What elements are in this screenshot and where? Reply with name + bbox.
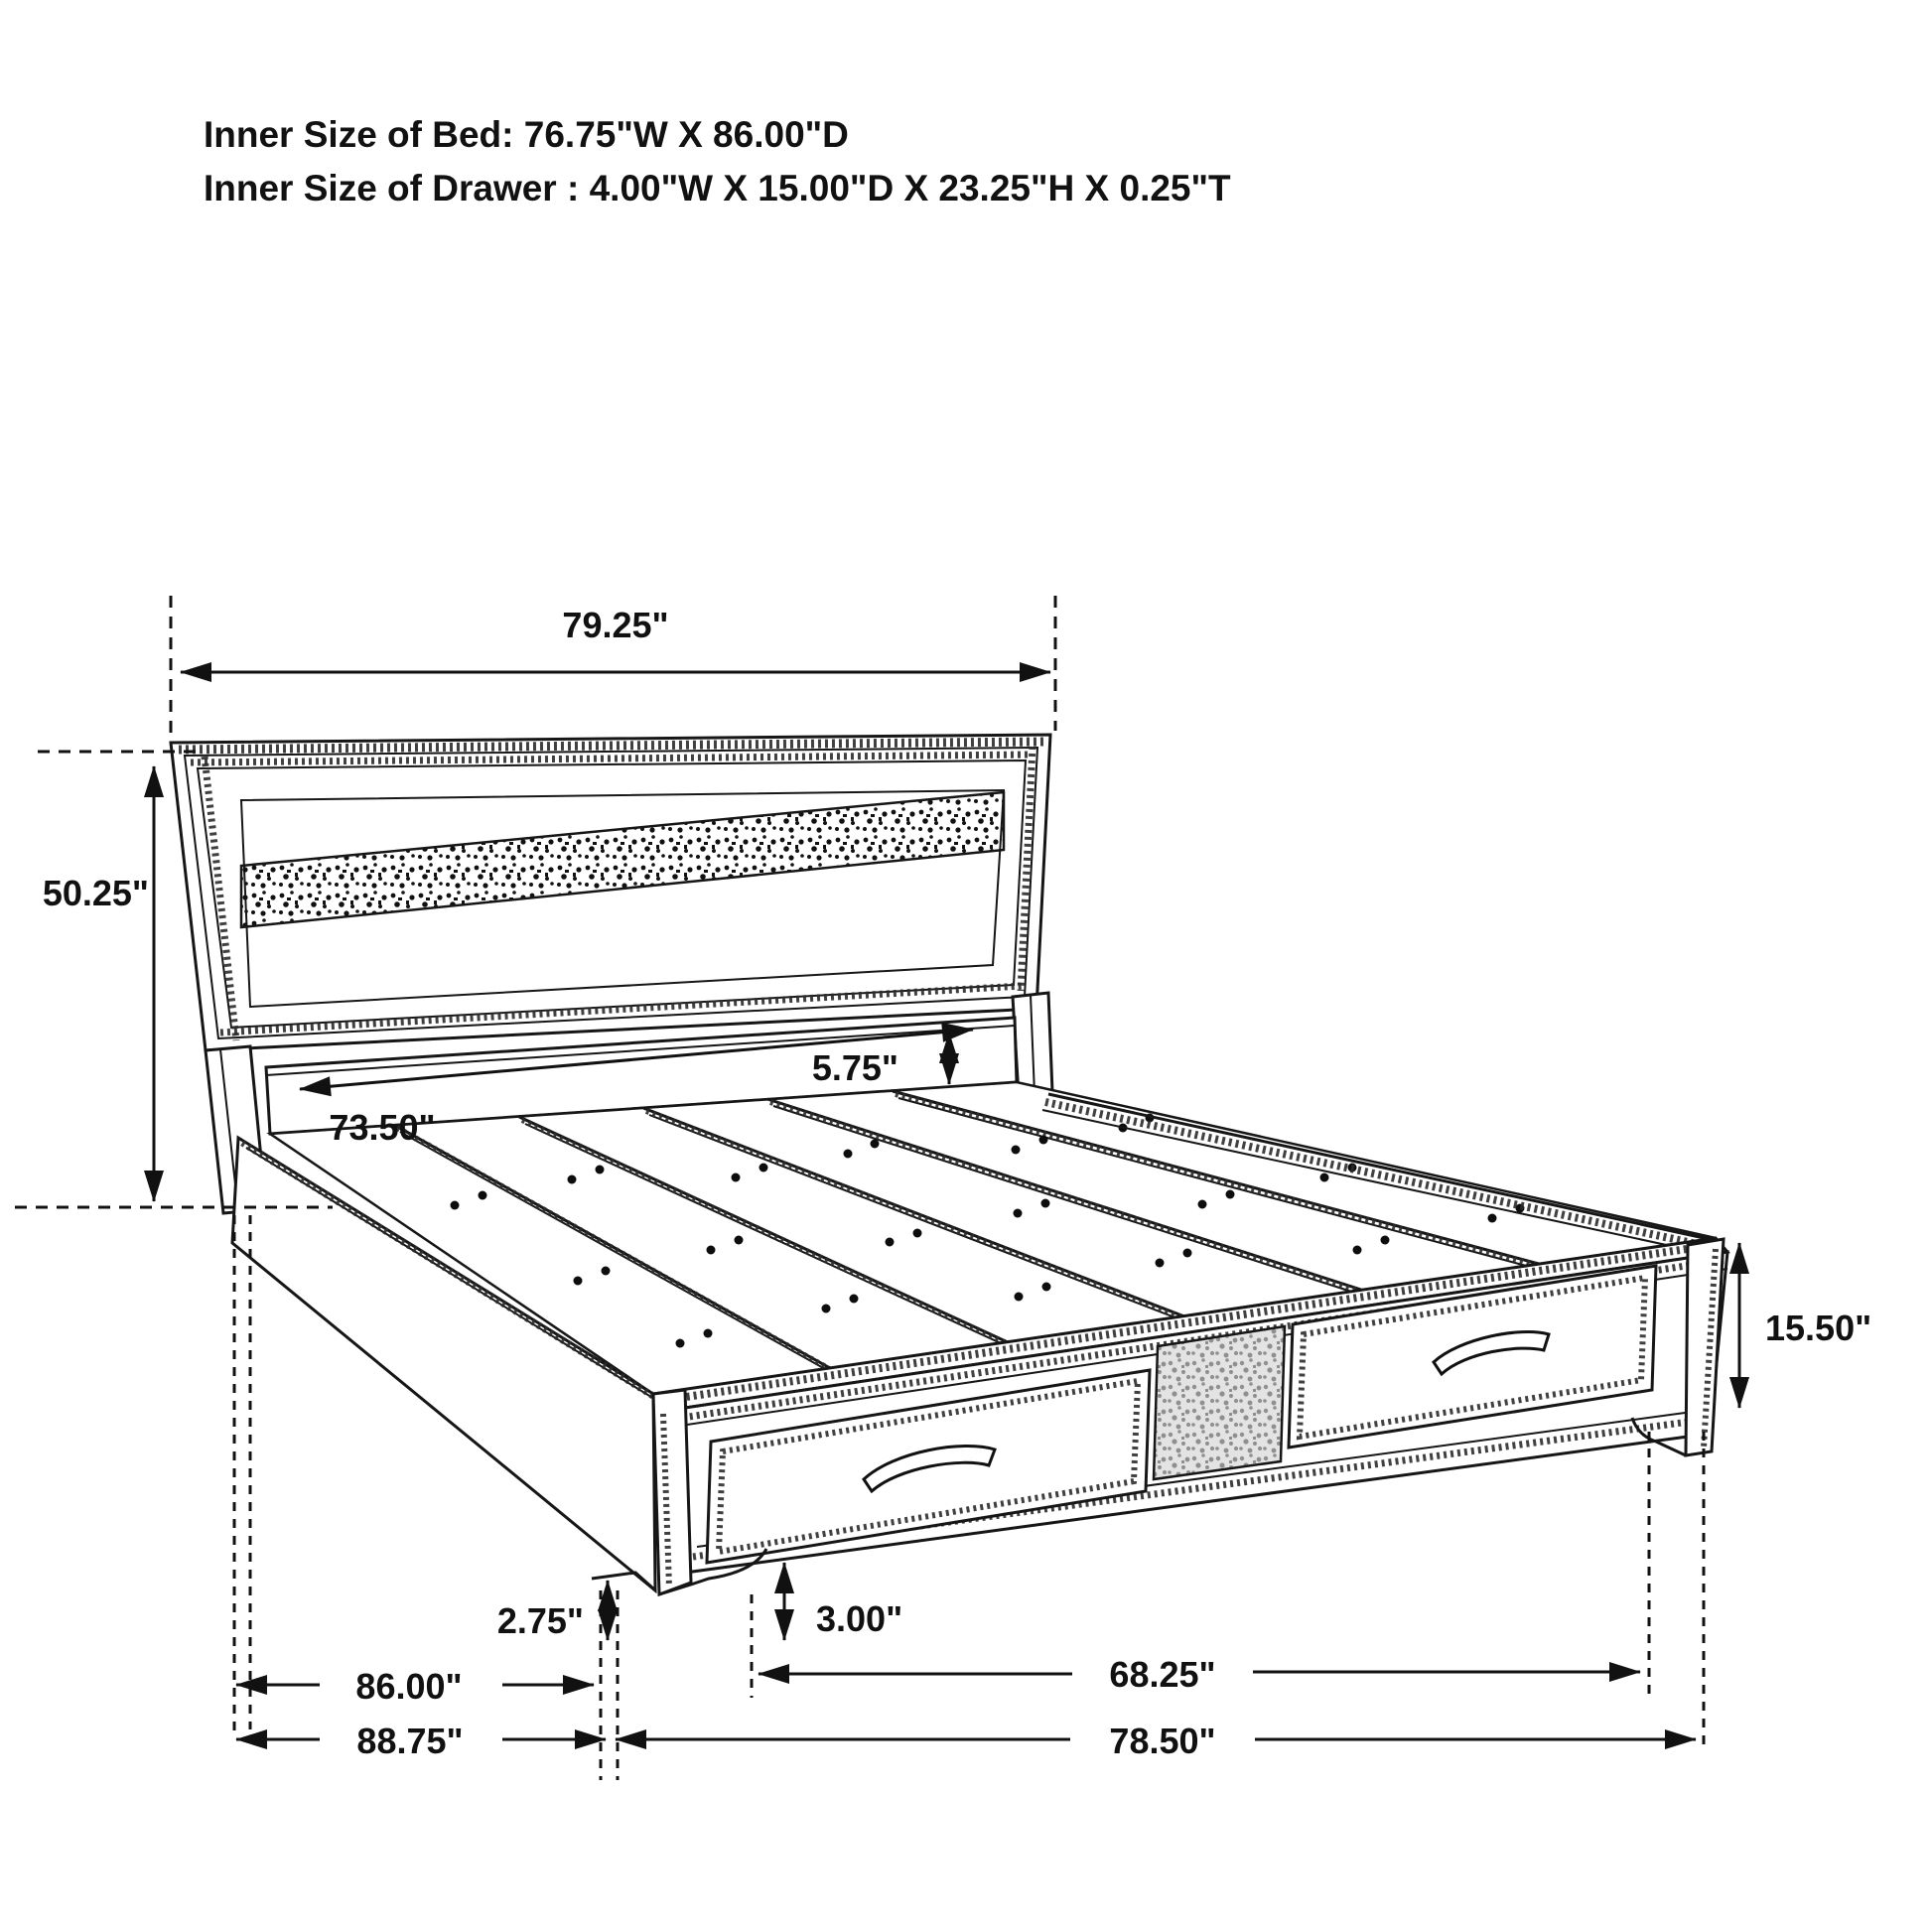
- dim-headboard-width: [181, 605, 1050, 672]
- dim-label-drawer-front-span: 68.25": [1109, 1654, 1216, 1695]
- headboard-right-leg: [1013, 993, 1052, 1096]
- dim-label-rail-bottom-height: 2.75": [496, 1600, 584, 1641]
- dim-drawer-front-span: [759, 1654, 1640, 1695]
- dim-label-inner-depth: 86.00": [355, 1666, 463, 1707]
- headboard: [171, 735, 1050, 1050]
- dim-footboard-height: [1739, 1243, 1871, 1408]
- dim-inner-depth: [236, 1666, 594, 1707]
- title-block: [204, 114, 1231, 208]
- dim-bracket-clearance: [784, 1563, 902, 1640]
- dim-label-rail-height: 5.75": [811, 1047, 898, 1088]
- dim-label-inner-rail-width: 73.50": [329, 1107, 436, 1148]
- dim-label-bracket-clearance: 3.00": [816, 1598, 903, 1639]
- title-line-1: Inner Size of Bed: 76.75"W X 86.00"D: [204, 114, 849, 155]
- footboard-glitter-panel: [1154, 1326, 1285, 1479]
- dim-overall-depth: [236, 1721, 606, 1761]
- dim-label-footboard-height: 15.50": [1765, 1308, 1872, 1348]
- dim-headboard-height: [43, 766, 154, 1201]
- dim-rail-bottom-height: [497, 1581, 608, 1641]
- dim-label-footboard-width: 78.50": [1109, 1721, 1216, 1761]
- dim-label-headboard-height: 50.25": [42, 873, 149, 913]
- dim-label-headboard-width: 79.25": [562, 605, 669, 645]
- title-line-2: Inner Size of Drawer : 4.00"W X 15.00"D X 23.25"H X 0.25"T: [204, 168, 1231, 208]
- dim-label-overall-depth: 88.75": [356, 1721, 464, 1761]
- dim-footboard-width: [616, 1721, 1696, 1761]
